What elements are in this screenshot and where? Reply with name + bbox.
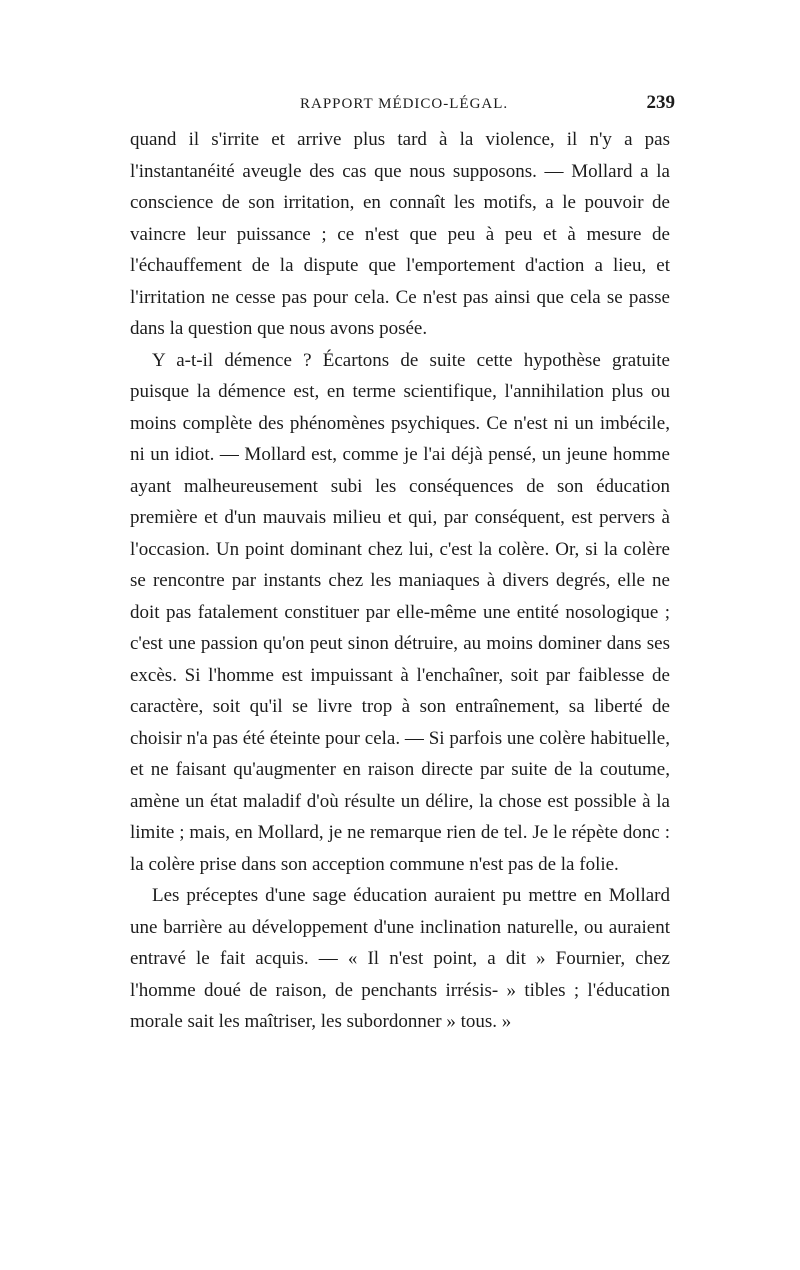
paragraph: Y a-t-il démence ? Écartons de suite cette hypothèse gratuite puisque la démence est, en terme scientifique, l'annihilation plus ou moins complète des phénomènes psychiques. Ce n'est ni un imbécile, ni un idiot. — Mollard est, comme je l'ai déjà pensé, un jeune homme ayant malheureusement subi les conséquences de son éducation première et d'un mauvais milieu et qui, par conséquent, est pervers à l'occasion. Un point dominant chez lui, c'est la colère. Or, si la colère se rencontre par instants chez les maniaques à divers degrés, elle ne doit pas fatalement constituer par elle-même une entité nosologique ; c'est une passion qu'on peut sinon détruire, au moins dominer dans ses excès. Si l'homme est impuissant à l'enchaîner, soit par faiblesse de caractère, soit qu'il se livre trop à son entraînement, sa liberté de choisir n'a pas été éteinte pour cela. — Si parfois une colère habituelle, et ne faisant qu'augmenter en raison directe par suite de la coutume, amène un état maladif d'où résulte un délire, la chose est possible à la limite ; mais, en Mollard, je ne remarque rien de tel. Je le répète donc : la colère prise dans son acception commune n'est pas de la folie. bbox=[130, 349, 670, 875]
page-number: 239 bbox=[646, 92, 675, 113]
paragraph: Les préceptes d'une sage éducation auraient pu mettre en Mollard une barrière au développement d'une inclination naturelle, ou auraient entravé le fait acquis. — « Il n'est point, a dit » Fournier, chez l'homme doué de raison, de penchants irrésis- » tibles ; l'éducation morale sait les maîtriser, les subordonner » tous. » bbox=[130, 885, 670, 1032]
running-title: RAPPORT MÉDICO-LÉGAL. bbox=[300, 96, 509, 112]
page-header bbox=[130, 90, 675, 120]
paragraph: quand il s'irrite et arrive plus tard à la violence, il n'y a pas l'instantanéité aveugle des cas que nous supposons. — Mollard a la conscience de son irritation, en connaît les motifs, a le pouvoir de vaincre leur puissance ; ce n'est que peu à peu et à mesure de l'échauffement de la dispute que l'emportement d'action a lieu, et l'irritation ne cesse pas pour cela. Ce n'est pas ainsi que cela se passe dans la question que nous avons posée. bbox=[130, 129, 670, 339]
body-text bbox=[130, 124, 670, 1038]
